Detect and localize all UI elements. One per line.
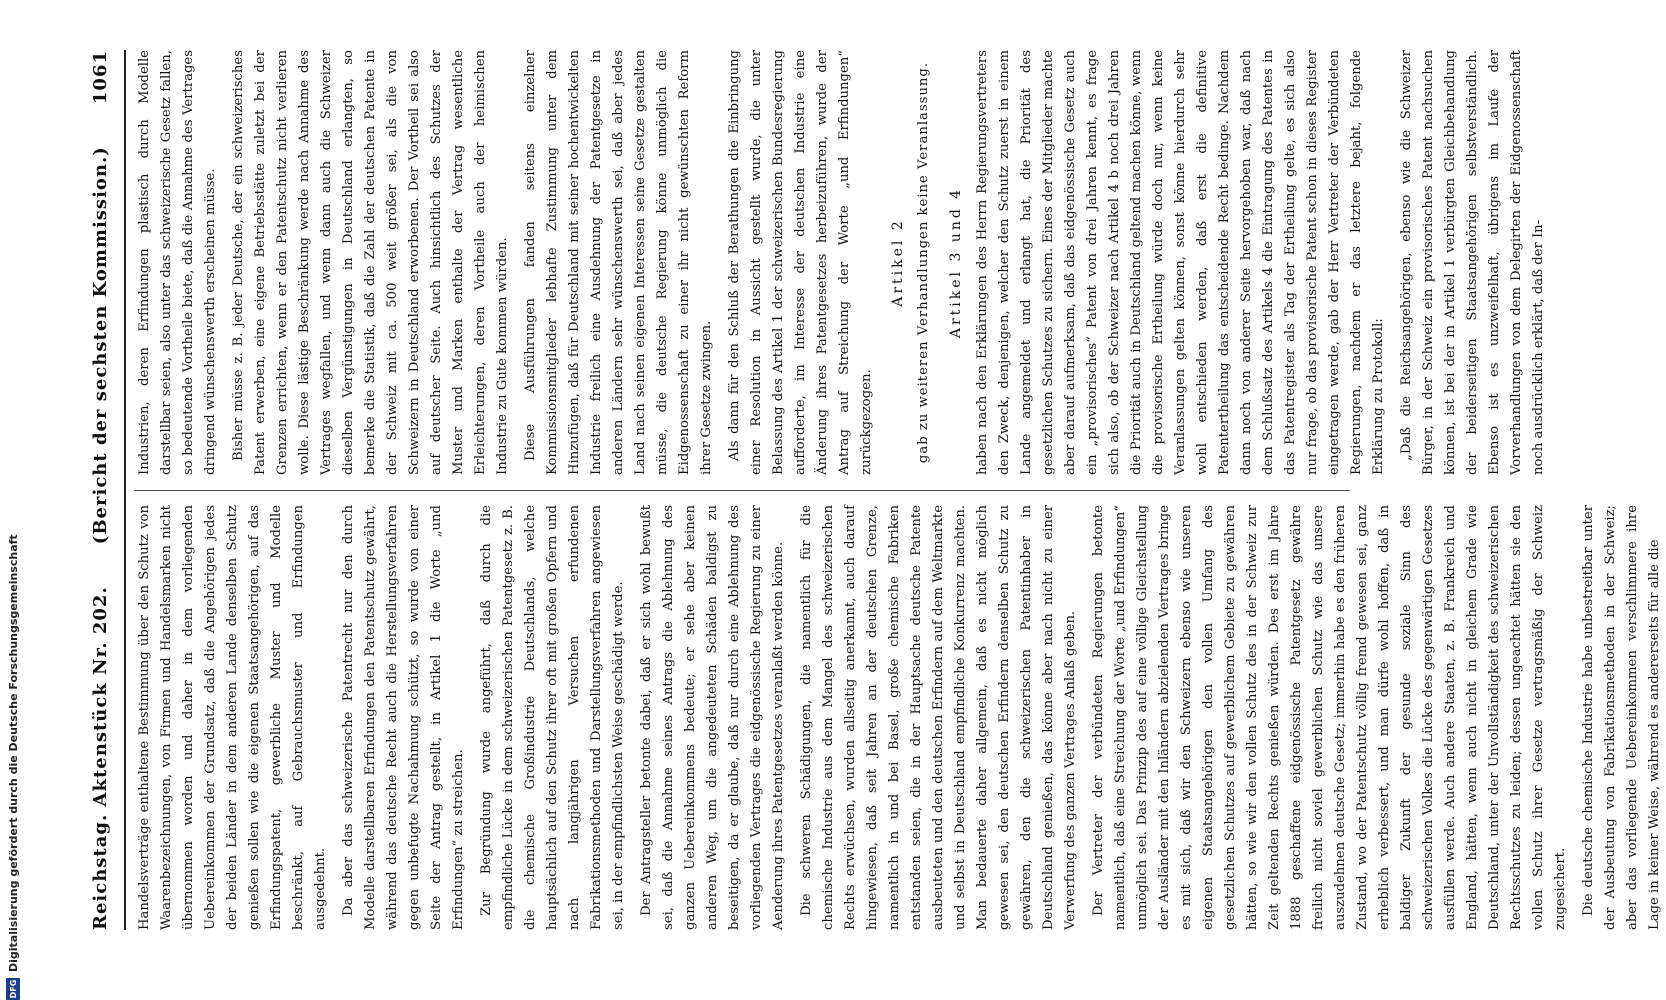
paragraph: Da aber das schweizerische Patentrecht nur den durch Modelle darstellbaren Erfindungen den Patentschutz gewährt, während das deutsche Recht auch die Herstellungsverfahren gegen unbefugte Nachahmung schützt, so wurde von einer Seite der Antrag gestellt, in Artikel 1 die Worte „und Erfindungen“ zu streichen. (341, 505, 466, 930)
paragraph: haben nach den Erklärungen des Herrn Regierungsvertreters den Zweck, denjenigen, welcher den Schutz zuerst in einem Lande angemeldet und erlangt hat, die Priorität des gesetzlichen Schutzes zu sichern. Eines der Mitglieder machte aber darauf aufmerksam, daß das eidgenössische Gesetz auch ein „provisorisches“ Patent von drei Jahren kennt, es frage sich also, ob der Schweizer nach Artikel 4 b noch drei Jahren die Priorität auch in Deutschland geltend machen könne, wenn die provisorische Ertheilung würde doch nur, wenn keine Veranlassungen gelten können, sonst könne hierdurch sehr wohl entschieden werden, daß erst die definitive Patentertheilung das entscheidende Recht bedinge. Nachdem dann noch von anderer Seite hervorgehoben war, daß nach dem Schlußsatz des Artikels 4 die Eintragung des Patentes in das Patentregister als Tag der Ertheilung gelte, es sich also nur frage, ob das provisorische Patent schon in dieses Register eingetragen werde, gab der Herr Vertreter der Verbündeten Regierungen, nachdem er das letztere bejaht, folgende Erklärung zu Protokoll: (975, 50, 1386, 475)
section-note: gab zu weiteren Verhandlungen keine Veranlassung. (916, 61, 931, 464)
paragraph: Als dann für den Schluß der Berathungen die Einbringung einer Resolution in Aussicht gestellt wurde, die unter Belassung des Artikel 1 der schweizerischen Bundesregierung aufforderte, im Interesse der deutschen Industrie eine Änderung ihres Patentgesetzes herbeizuführen, wurde der Antrag auf Streichung der Worte „und Erfindungen“ zurückgezogen. (727, 50, 874, 475)
paragraph: Industrien, deren Erfindungen plastisch durch Modelle darstellbar seien, also unter das schweizerische Gesetz fallen, so bedeutende Vortheile biete, daß die Annahme des Vertrages dringend wünschenswerth erscheinen müsse. (137, 50, 218, 475)
paragraph: Der Antragsteller betonte dabei, daß er sich wohl bewußt sei, daß die Annahme seines Antrags die Ablehnung des ganzen Uebereinkommens bedeute; er sehe aber keinen anderen Weg, um die angedeuteten Schäden baldigst zu beseitigen, da er glaube, daß nur durch eine Ablehnung des vorliegenden Vertrages die eidgenössische Regierung zu einer Aenderung ihres Patentgesetzes veranlaßt werden könne. (639, 505, 786, 930)
paragraph: Zur Begründung wurde angeführt, daß durch die empfindliche Lücke in dem schweizerischen Patentgesetz z. B. die chemische Großindustrie Deutschlands, welche hauptsächlich auf den Schutz ihrer oft mit großen Opfern und nach langjährigen Versuchen erfundenen Fabrikationsmethoden und Darstellungsverfahren angewiesen sei, in der empfindlichsten Weise geschädigt werde. (479, 505, 626, 930)
header-title: Reichstag. Aktenstück Nr. 202. (90, 586, 111, 930)
paragraph: „Daß die Reichsangehörigen, ebenso wie die Schweizer Bürger, in der Schweiz ein provisorisches Patent nachsuchen können, ist bei der in Artikel 1 verbürgten Gleichbehandlung der beiderseitigen Staatsangehörigen selbstverständlich. Ebenso ist es unzweifelhaft, übrigens im Laufe der Vorverhandlungen von dem Delegirten der Eidgenossenschaft noch ausdrücklich erklärt, daß der In- (1399, 50, 1546, 475)
left-column (134, 505, 1662, 930)
running-header (90, 50, 118, 930)
right-column (134, 50, 1546, 475)
footer-text: Digitalisierung gefördert durch die Deutsche Forschungsgemeinschaft (6, 534, 20, 972)
paragraph: Die deutsche chemische Industrie habe unbestreitbar unter der Ausbeutung von Fabrikationsmethoden in der Schweiz; aber das vorliegende Uebereinkommen verschlimmere ihre Lage in keiner Weise, während es andererseits für alle die (1581, 505, 1662, 930)
digitization-footer (0, 0, 24, 1000)
column-divider (134, 490, 1350, 491)
paragraph: Der Vertreter der verbündeten Regierungen betonte namentlich, daß eine Streichung der Worte „und Erfindungen“ unmöglich sei. Das Prinzip des auf eine völlige Gleichstellung der Ausländer mit den Inländern abzielenden Vertrages bringe es mit sich, daß wir den Schweizern ebenso wie unseren eigenen Staatsangehörigen den vollen Umfang des gesetzlichen Schutzes auf gewerblichem Gebiete zu gewähren hätten, so wie wir den vollen Schutz des in der Schweiz zur Zeit geltenden Rechts genießen würden. Des erst im Jahre 1888 geschaffene eidgenössische Patentgesetz gewähre freilich nicht soviel gewerblichen Schutz wie das unsere auszudehnen deutsche Gesetz; immerhin habe es den früheren Zustand, wo der Patentschutz völlig fremd gewesen sei, ganz erheblich verbessert, und man dürfe wohl hoffen, daß in baldiger Zukunft der gesunde soziale Sinn des schweizerischen Volkes die Lücke des gegenwärtigen Gesetzes ausfüllen werde. Auch andere Staaten, z. B. Frankreich und England, hätten, wenn auch nicht in gleichem Grade wie Deutschland, unter der Unvollständigkeit des schweizerischen Rechtsschutzes zu leiden; dessen ungeachtet hätten sie den vollen Schutz ihrer Gesetze vertragsmäßig der Schweiz zugesichert. (1091, 505, 1568, 930)
paragraph: Handelsverträge enthaltene Bestimmung über den Schutz von Waarenbezeichnungen, von Firmen und Handelsmarken nicht übernommen worden und daher in dem vorliegenden Uebereinkommen der Grundsatz, daß die Angehörigen jedes der beiden Länder in dem anderen Lande denselben Schutz genießen sollen wie die eigenen Staatsangehörigen, auf das Erfindungspatent, gewerbliche Muster und Modelle beschränkt, auf Gebrauchsmuster und Erfindungen ausgedehnt. (137, 505, 328, 930)
page-number: 1061 (90, 50, 111, 105)
section-heading: Artikel 2 (890, 218, 906, 307)
dfg-logo: DFG (6, 978, 20, 1000)
header-rule (124, 50, 126, 930)
page-content (90, 50, 1662, 930)
header-subtitle: (Bericht der sechsten Kommission.) (90, 146, 111, 545)
paragraph: Die schweren Schädigungen, die namentlich für die chemische Industrie aus dem Mangel des schweizerischen Rechts erwüchsen, wurden allseitig anerkannt, auch darauf hingewiesen, daß seit Jahren an der deutschen Grenze, namentlich in und bei Basel, große chemische Fabriken entstanden seien, die in der Hauptsache deutsche Patente ausbeuteten und den deutschen Erfindern auf dem Weltmarkte und selbst in Deutschland empfindliche Konkurrenz machten. Man bedauerte daher allgemein, daß es nicht möglich gewesen sei, den deutschen Erfindern denselben Schutz zu gewähren, den die schweizerischen Patentinhaber in Deutschland genießen, das könne aber nach nicht zu einer Verwerfung des ganzen Vertrages Anlaß geben. (799, 505, 1078, 930)
section-heading: Artikel 3 und 4 (948, 186, 964, 339)
paragraph: Bisher müsse z. B. jeder Deutsche, der ein schweizerisches Patent erwerben, eine eigene Betriebsstätte zuletzt bei der Grenzen errichten, wenn er den Patentschutz nicht verlieren wolle. Diese lästige Beschränkung werde nach Annahme des Vertrages wegfallen, und wenn dann auch die Schweizer dieselben Vergünstigungen in Deutschland erlangten, so bemerke die Statistik, daß die Zahl der deutschen Patente in der Schweiz mit ca. 500 weit größer sei, als die von Schweizern in Deutschland erworbenen. Der Vortheil sei also auf deutscher Seite. Auch hinsichtlich des Schutzes der Muster und Marken enthalte der Vertrag wesentliche Erleichterungen, deren Vortheile auch der heimischen Industrie zu Gute kommen würden. (231, 50, 510, 475)
paragraph: Diese Ausführungen fanden seitens einzelner Kommissionsmitglieder lebhafte Zustimmung unter dem Hinzufügen, daß für Deutschland mit seiner hochentwickelten Industrie freilich eine Ausdehnung der Patentgesetze in anderen Ländern sehr wünschenswerth sei, daß aber jedes Land nach seinen eigenen Interessen seine Gesetze gestalten müsse, die deutsche Regierung könne unmöglich die Eidgenossenschaft zu einer ihr nicht gewünschten Reform ihrer Gesetze zwingen. (523, 50, 714, 475)
